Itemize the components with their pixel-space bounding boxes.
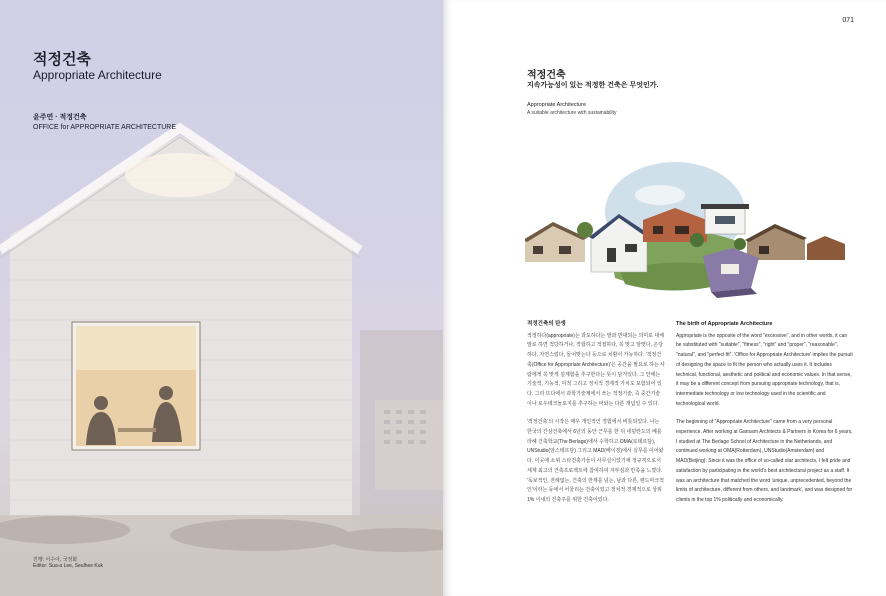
- korean-paragraph: '적정건축'의 시작은 매우 개인적인 경험에서 비롯되었다. 나는 한국의 간삼건축에서 6년의 동안 근무를 한 뒤 네덜란드의 베를라헤 건축학교(The Berlage)에서 수학하고 OMA(로테르담), UNStudio(암스테르담) 그리고 MAD(베이징)에서 실무를 이어왔다. 이곳에 소위 스타건축가들이 사무실이었기에 정규직으로서 세계 최고의 건축프로젝트에 참여하여 자부심과 만족을 느꼈다. '독보적인, 전례없는, 건축의 한계를 넘는, 남과 다른, 랜드마크적인'이라는 등에서 어울리는 건축이었고 정치적 경제적으로 상위 1% 이내의 건축주를 위한 건축이었다.: [527, 419, 664, 503]
- keyword-description: A suitable architecture with sustainability: [527, 110, 617, 116]
- left-title-en: Appropriate Architecture: [33, 68, 162, 82]
- right-subtitle-ko: 지속가능성이 있는 적정한 건축은 무엇인가.: [527, 82, 659, 89]
- left-title-ko: 적정건축: [33, 51, 91, 68]
- english-paragraph: Appropriate is the opposite of the word "excessive", and in other words, it can be substituted with "suitable", "fitness", "right" and "proper", "reasonable", "natural", and "perfect fit". 'Office for Appropriate Architecture' implies the pursuit of designing the space to fit the person who actually uses it. It includes technical, functional, aesthetic and political and economic values. In that sense, it may be a different concept from pursuing appropriate technology, that is, intermediate technology or low technology used in the scientific and technological world.: [676, 332, 853, 407]
- english-paragraph: The beginning of "Appropriate Architecture" came from a very personal experience. After working at Gansam Architects & Partners in Korea for 6 years, I studied at The Berlage School of Architecture in the Netherlands, and continued working at OMA(Rotterdam), UNStudio(Amsterdam) and MAD(Beijing). Since it was the office of so-called star architects, I felt pride and satisfaction by participating in the world's best architectural project as a staff. It was an architecture that matched the word 'unique, unprecedented, beyond the limits of architecture, different from others, and landmark', and was designed for clients in the top 1% politically and economically.: [676, 419, 853, 503]
- houses-collage-illustration: [525, 160, 845, 300]
- korean-paragraph: 적정하다(appropriate)는 과도하다는 말과 반대되는 의미로 대체 말로 하면 적당하거나, 적합하고 적절하다, 꼭 맞고 알맞다, 온당하다, 자연스럽다, 들어맞는다 등으로 치환이 가능하다. '적정건축(Office for Appropriate Architecture)'은 공간을 필요로 하는 사람에게 꼭 맞게 설계함을 추구한다는 뜻이 담겨있다. 그 안에는 기술적, 기능적, 미적 그리고 정치적 경제적 가치도 포함되어 있다. 그리 뜨다에서 과학기술계에서 쓰는 적정기술, 즉 중간기술이나 로우테크놀로지를 추구하는 바와는 다른 개념일 수 있다.: [527, 332, 665, 407]
- right-title-ko: 적정건축: [527, 70, 566, 81]
- korean-section-heading: 적정건축의 탄생: [527, 321, 566, 327]
- right-page: [443, 0, 886, 596]
- english-section-heading: The birth of Appropriate Architecture: [676, 321, 773, 327]
- keyword-en: Appropriate Architecture: [527, 102, 587, 108]
- author-ko: 윤주연 · 적정건축: [33, 114, 87, 121]
- korean-text-column: [527, 320, 665, 515]
- author-en: OFFICE for APPROPRIATE ARCHITECTURE: [33, 124, 177, 131]
- english-text-column: [676, 320, 854, 515]
- page-number: 071: [842, 17, 854, 24]
- credit-ko: 진행: 이수아, 국정화: [33, 557, 78, 563]
- credit-en: Editor: Sua-a Lee, Seulhee Kuk: [33, 563, 104, 569]
